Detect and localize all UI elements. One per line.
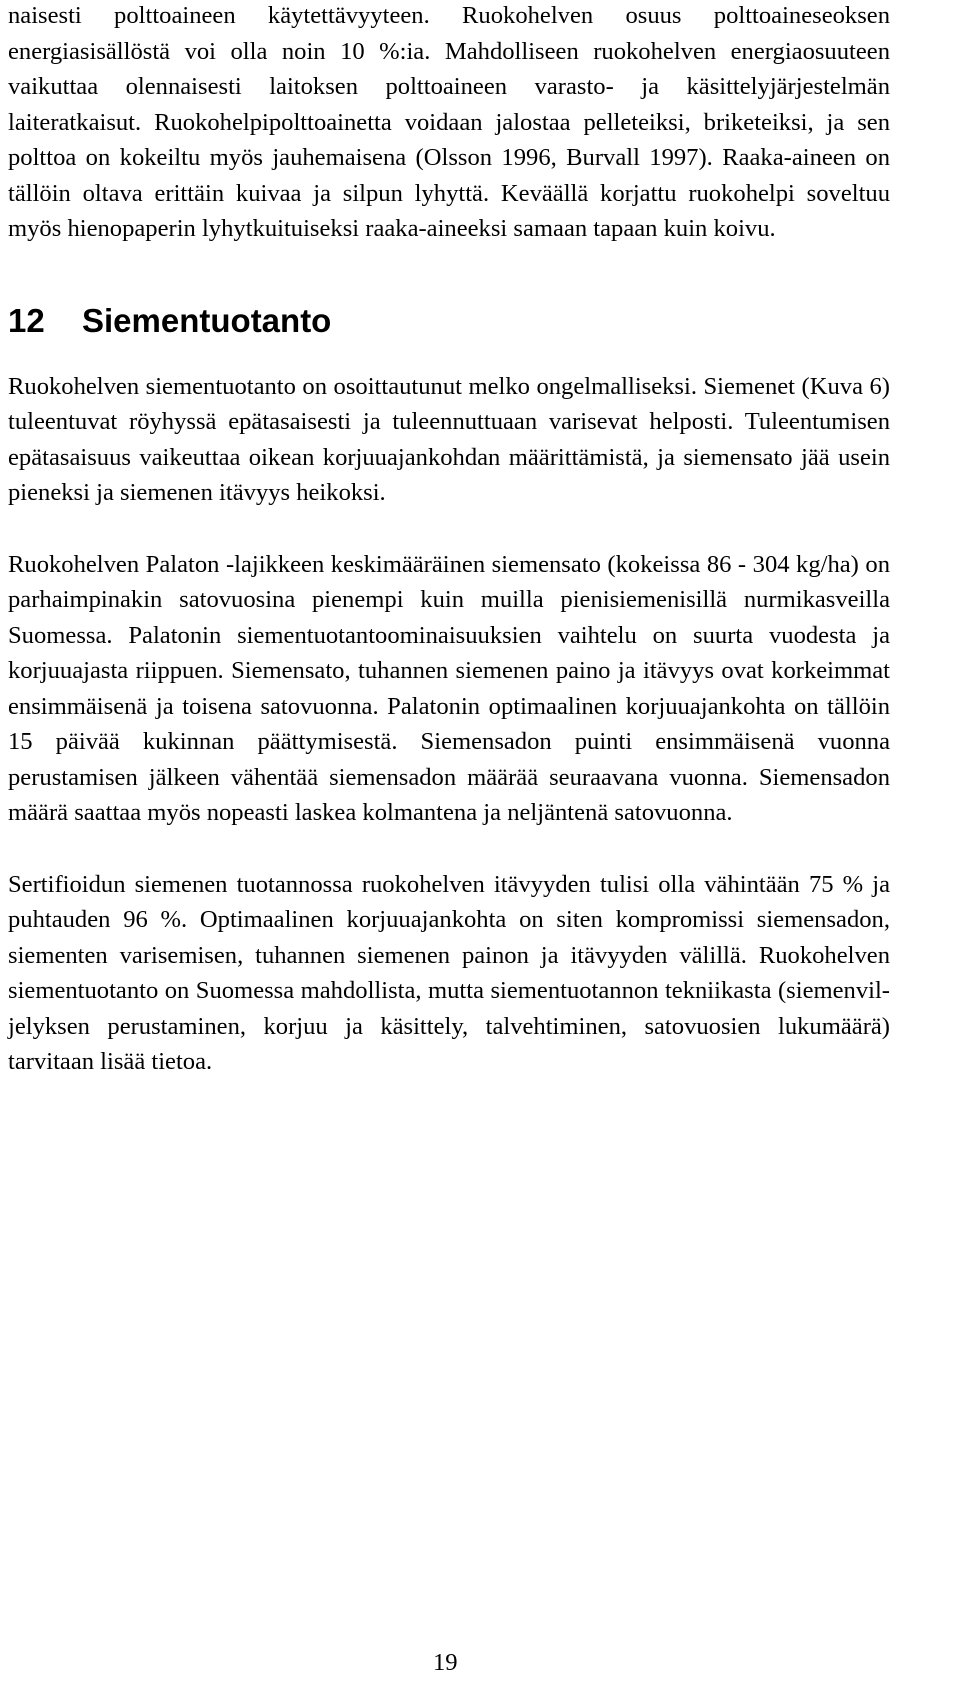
paragraph-seed-production-problems: Ruokohelven siementuotanto on osoittautunut melko ongelmalliseksi. Siemenet (Kuva 6) tuleentuvat röyhyssä epätasaisesti ja tuleennuttuaan varisevat helposti. Tuleentumisen epätasaisuus vaikeuttaa oikean korjuuajankohdan määrittämistä, ja siemensato jää usein pieneksi ja siemenen itävyys heikoksi. bbox=[8, 372, 890, 506]
page-number: 19 bbox=[433, 1649, 458, 1676]
section-heading bbox=[8, 301, 890, 341]
paragraph-certified-seed: Sertifioidun siemenen tuotannossa ruokohelven itävyyden tulisi olla vähintään 75 % ja puhtauden 96 %. Optimaalinen korjuuajankohta on siten kompromissi siemensadon, siementen varisemisen, tuhannen siemenen painon ja itävyyden välillä. Ruokohelven siementuotanto on Suomessa mahdollista, mutta siementuotannon tekniikasta (siemenviljelyksen perustaminen, korjuu ja käsittely, talvehtiminen, satovuosien lukumäärä) tarvitaan lisää tietoa. bbox=[8, 870, 890, 1075]
document-page bbox=[8, 0, 890, 1080]
section-number: 12 bbox=[8, 301, 45, 339]
intro-paragraph: naisesti polttoaineen käytettävyyteen. Ruokohelven osuus polttoaineseoksen energiasisällöstä voi olla noin 10 %:ia. Mahdolliseen ruokohelven energiaosuuteen vaikuttaa olennaisesti laitoksen polttoaineen varasto- ja käsittelyjärjestelmän laiteratkaisut. Ruokohelpipolttoainetta voidaan jalostaa pelleteiksi, briketeiksi, ja sen polttoa on kokeiltu myös jauhemaisena (Olsson 1996, Burvall 1997). Raaka-aineen on tällöin oltava erittäin kuivaa ja silpun lyhyttä. Keväällä korjattu ruokohelpi soveltuu myös hienopaperin lyhytkuituiseksi raaka-aineeksi samaan tapaan kuin koivu. bbox=[8, 2, 890, 242]
paragraph-palaton-seed-yield: Ruokohelven Palaton -lajikkeen keskimääräinen siemensato (kokeissa 86 - 304 kg/ha) on parhaimpinakin satovuosina pienempi kuin muilla pienisiemenisillä nurmikasveilla Suomessa. Palatonin siementuotantoominaisuuksien vaihtelu on suurta vuodesta ja korjuuajasta riippuen. Siemensato, tuhannen siemenen paino ja itävyys ovat korkeimmat ensimmäisenä ja toisena satovuonna. Palatonin optimaalinen korjuuajankohta on tällöin 15 päivää kukinnan päättymisestä. Siemensadon puinti ensimmäisenä vuonna perustamisen jälkeen vähentää siemensadon määrää seuraavana vuonna. Siemensadon määrä saattaa myös nopeasti laskea kolmantena ja neljäntenä satovuonna. bbox=[8, 550, 890, 826]
section-title: Siementuotanto bbox=[82, 301, 332, 339]
